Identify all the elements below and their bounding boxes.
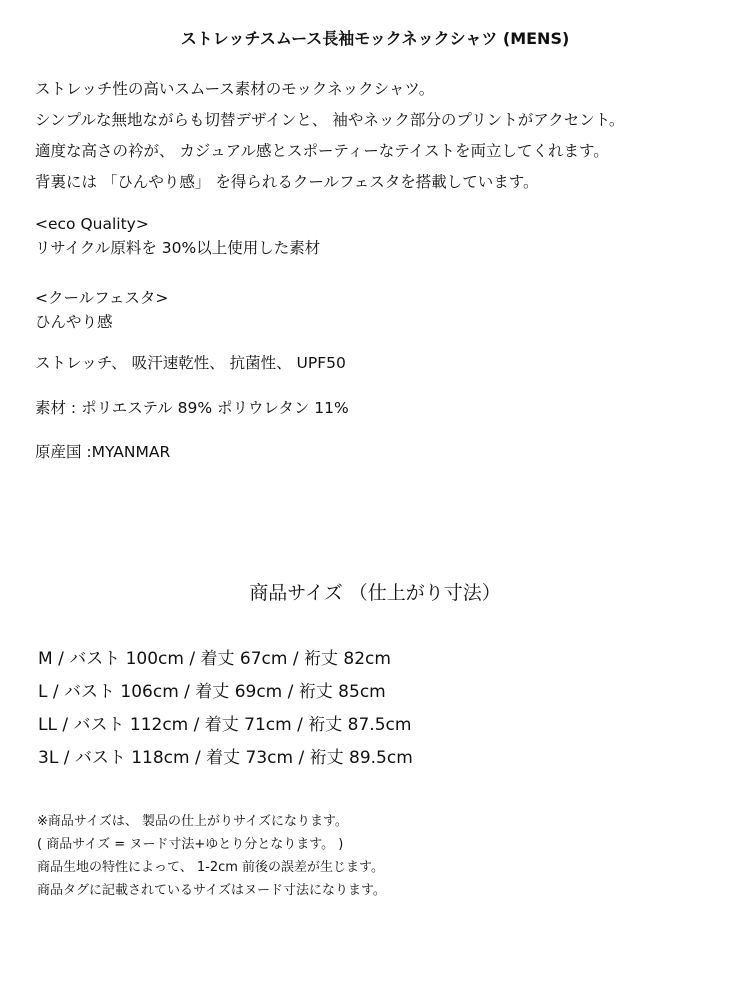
size-list [38, 643, 698, 775]
size-notes [37, 810, 717, 902]
size-row-3l: 3L / バスト 118cm / 着丈 73cm / 裄丈 89.5cm [38, 748, 413, 768]
description-line: 適度な高さの衿が、 カジュアル感とスポーティーなテイストを両立してくれます。 [35, 142, 609, 160]
description-line: シンプルな無地ながらも切替デザインと、 袖やネック部分のプリントがアクセント。 [35, 111, 625, 129]
material-section [35, 396, 715, 420]
size-row-m: M / バスト 100cm / 着丈 67cm / 裄丈 82cm [38, 649, 391, 669]
product-title: ストレッチスムース長袖モックネックシャツ (MENS) [180, 29, 570, 48]
cool-festa-text: ひんやり感 [35, 313, 113, 331]
description-line: 背裏には 「ひんやり感」 を得られるクールフェスタを搭載しています。 [35, 173, 539, 191]
size-note: ( 商品サイズ = ヌード寸法+ゆとり分となります。 ) [37, 837, 344, 852]
eco-quality-heading: <eco Quality> [35, 215, 149, 233]
size-note: 商品タグに記載されているサイズはヌード寸法になります。 [37, 883, 386, 898]
size-row-l: L / バスト 106cm / 着丈 69cm / 裄丈 85cm [38, 682, 386, 702]
eco-quality-text: リサイクル原料を 30%以上使用した素材 [35, 239, 321, 257]
eco-quality-section [35, 212, 715, 260]
product-description [35, 74, 735, 198]
size-heading: 商品サイズ （仕上がり寸法） [249, 582, 501, 604]
origin-section [35, 440, 715, 464]
cool-festa-heading: <クールフェスタ> [35, 289, 169, 307]
material-text: 素材 : ポリエステル 89% ポリウレタン 11% [35, 399, 349, 417]
cool-festa-section [35, 286, 715, 334]
features-section [35, 351, 715, 375]
origin-text: 原産国 :MYANMAR [35, 443, 171, 461]
size-note: 商品生地の特性によって、 1-2cm 前後の誤差が生じます。 [37, 860, 385, 875]
size-note: ※商品サイズは、 製品の仕上がりサイズになります。 [37, 814, 348, 829]
features-text: ストレッチ、 吸汗速乾性、 抗菌性、 UPF50 [35, 354, 346, 372]
size-row-ll: LL / バスト 112cm / 着丈 71cm / 裄丈 87.5cm [38, 715, 412, 735]
description-line: ストレッチ性の高いスムース素材のモックネックシャツ。 [35, 80, 435, 98]
